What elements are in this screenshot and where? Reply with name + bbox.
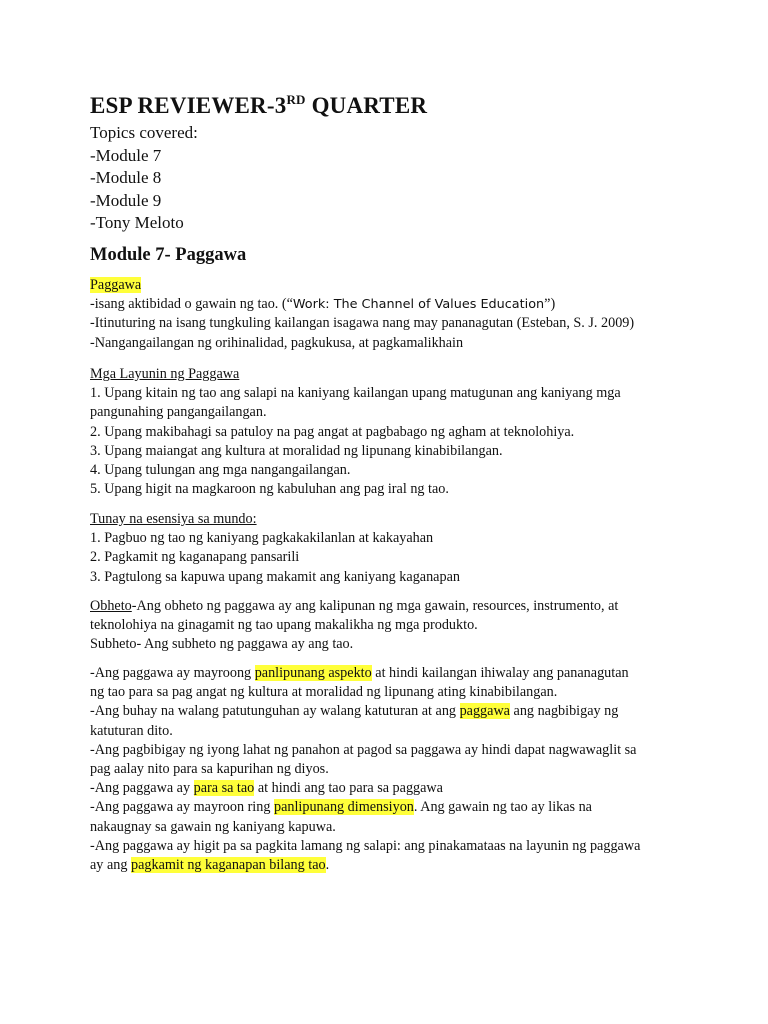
esensiya-line: 1. Pagbuo ng tao ng kaniyang pagkakakilanlan at kakayahan	[90, 530, 434, 547]
layunin-line: 1. Upang kitain ng tao ang salapi na kaniyang kailangan upang matugunan ang kaniyang mga	[90, 385, 621, 402]
paggawa-term-highlight: Paggawa	[90, 277, 142, 293]
layunin-line: 5. Upang higit na magkaroon ng kabuluhan ang pag iral ng tao.	[90, 481, 449, 498]
layunin-line: pangunahing pangangailangan.	[90, 404, 267, 421]
highlight-paggawa: paggawa	[459, 703, 510, 720]
highlight-panlipunang-dimensiyon: panlipunang dimensiyon	[274, 799, 414, 816]
topic-item: -Module 8	[90, 168, 162, 187]
layunin-line: 4. Upang tulungan ang mga nangangailangan.	[90, 462, 351, 479]
paggawa-line-2: -Itinuturing na isang tungkuling kailangan isagawa nang may pananagutan (Esteban, S. J. 2009)	[90, 315, 635, 332]
topic-item: -Tony Meloto	[90, 213, 184, 232]
note-line: ng tao para sa pag angat ng kultura at moralidad ng lipunang ating kinabibilangan.	[90, 684, 558, 701]
paggawa-line-3: -Nangangailangan ng orihinalidad, pagkukusa, at pagkamalikhain	[90, 334, 464, 351]
layunin-line: 2. Upang makibahagi sa patuloy na pag angat at pagbabago ng agham at teknolohiya.	[90, 423, 575, 440]
paggawa-line-1: -isang aktibidad o gawain ng tao. (“Work: The Channel of Values Education”)	[90, 296, 556, 313]
note-line: pag aalay nito para sa kapurihan ng diyos.	[90, 761, 329, 778]
esensiya-section	[90, 510, 460, 587]
note-line: -Ang pagbibigay ng iyong lahat ng panahon at pagod sa paggawa ay hindi dapat nagwawaglit sa	[90, 741, 637, 758]
highlight-pagkamit-ng-kaganapan: pagkamit ng kaganapan bilang tao	[130, 857, 326, 874]
module-heading: Module 7- Paggawa	[90, 245, 247, 265]
note-line: -Ang paggawa ay higit pa sa pagkita lamang ng salapi: ang pinakamataas na layunin ng paggawa	[90, 837, 641, 854]
paggawa-section	[90, 276, 634, 353]
highlight-panlipunang-aspekto: panlipunang aspekto	[254, 665, 372, 681]
obheto-line-2: teknolohiya na ginagamit ng tao upang makalikha ng mga produkto.	[90, 617, 478, 634]
esensiya-line: 3. Pagtulong sa kapuwa upang makamit ang kaniyang kaganapan	[90, 568, 460, 585]
note-line: ay ang pagkamit ng kaganapan bilang tao.	[90, 857, 330, 874]
topics-heading: Topics covered:	[90, 123, 198, 142]
work-citation: Work: The Channel of Values Education	[292, 297, 545, 313]
title-text-rest: QUARTER	[305, 93, 428, 118]
note-line: -Ang paggawa ay para sa tao at hindi ang tao para sa paggawa	[90, 780, 443, 797]
obheto-section: Obheto-Ang obheto ng paggawa ay ang kalipunan ng mga gawain, resources, instrumento, at teknolohiya na ginagamit ng tao upang makalikha ng mga produkto. Subheto- Ang subheto ng paggawa ay ang tao.	[90, 597, 618, 655]
esensiya-heading: Tunay na esensiya sa mundo:	[90, 511, 257, 527]
layunin-heading: Mga Layunin ng Paggawa	[90, 366, 240, 382]
topic-item: -Module 9	[90, 190, 162, 210]
layunin-section	[90, 365, 621, 499]
esensiya-line: 2. Pagkamit ng kaganapang pansarili	[90, 549, 300, 566]
subheto-line: Subheto- Ang subheto ng paggawa ay ang tao.	[90, 636, 354, 653]
layunin-line: 3. Upang maiangat ang kultura at moralidad ng lipunang kinabibilangan.	[90, 442, 503, 459]
note-line: katuturan dito.	[90, 722, 173, 739]
highlight-para-sa-tao: para sa tao	[193, 780, 255, 797]
note-line: -Ang paggawa ay mayroong panlipunang aspekto at hindi kailangan ihiwalay ang pananagutan	[90, 665, 629, 681]
document-title	[90, 91, 427, 121]
topics-section	[90, 122, 198, 235]
note-line: nakaugnay sa gawain ng kaniyang kapuwa.	[90, 818, 336, 835]
topic-item: -Module 7	[90, 145, 162, 165]
note-line: -Ang buhay na walang patutunguhan ay walang katuturan at ang paggawa ang nagbibigay ng	[90, 703, 619, 720]
note-line: -Ang paggawa ay mayroon ring panlipunang dimensiyon. Ang gawain ng tao ay likas na	[90, 799, 592, 816]
title-text: ESP REVIEWER-3	[90, 93, 287, 118]
title-superscript: RD	[286, 92, 306, 107]
obheto-term: Obheto	[90, 598, 132, 614]
notes-section	[90, 664, 640, 875]
